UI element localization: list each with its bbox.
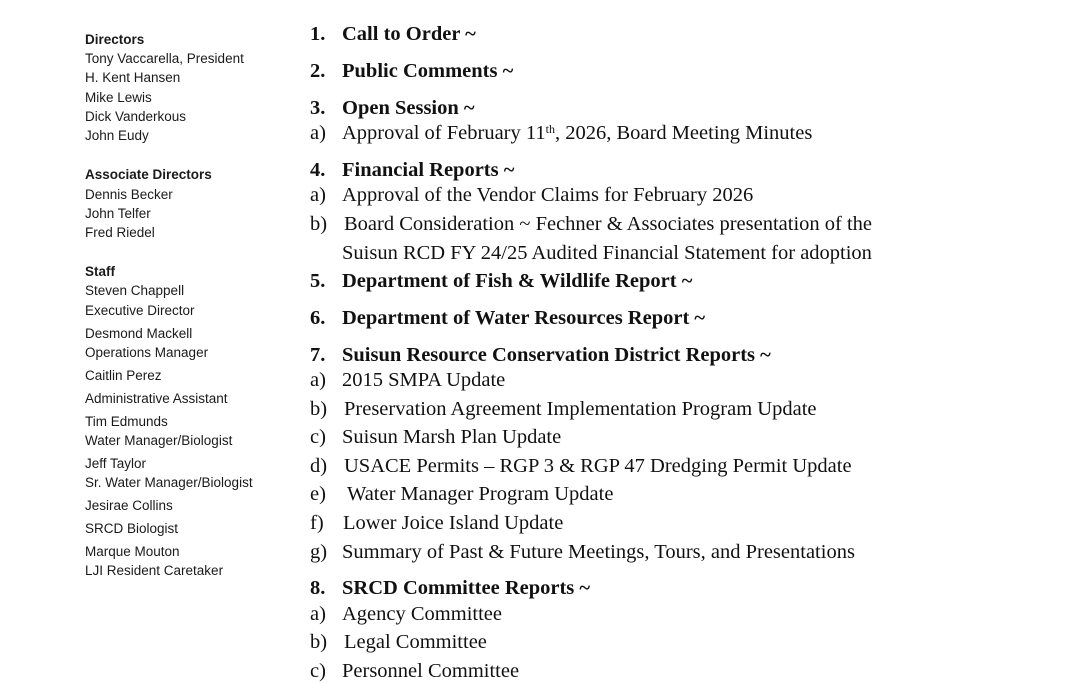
associate-directors-heading: Associate Directors [85,167,212,182]
subitem-text-line2: Suisun RCD FY 24/25 Audited Financial Statement for adoption [342,242,872,264]
staff-name: Tim Edmunds [85,414,168,429]
subitem-letter: b) [310,398,328,420]
subitem-text: Lower Joice Island Update [343,512,564,534]
subitem-text-pre: Approval of February 11 [342,122,546,144]
agenda-item-number: 4. [310,159,326,181]
associate-director-name: Dennis Becker [85,187,173,202]
agenda-item-number: 5. [310,270,326,292]
agenda-item-number: 6. [310,307,326,329]
directors-heading: Directors [85,32,145,47]
subitem-text: Water Manager Program Update [347,483,614,505]
agenda-item-title: Public Comments ~ [342,60,514,82]
agenda-item-title: Department of Water Resources Report ~ [342,307,706,329]
agenda-item-title: SRCD Committee Reports ~ [342,577,591,599]
subitem-superscript: th [545,122,555,136]
director-name: Mike Lewis [85,90,152,105]
agenda-item-title: Call to Order ~ [342,23,476,45]
agenda-item-title: Financial Reports ~ [342,159,515,181]
agenda-item-number: 7. [310,344,326,366]
subitem-letter: g) [310,541,328,563]
staff-title: Operations Manager [85,345,209,360]
agenda-item-title: Open Session ~ [342,97,475,119]
agenda-item-number: 1. [310,23,326,45]
subitem-letter: f) [310,512,324,534]
subitem-letter: a) [310,122,326,144]
agenda-item-number: 2. [310,60,326,82]
staff-title: Executive Director [85,303,195,318]
subitem-letter: c) [310,660,326,682]
subitem-letter: b) [310,213,328,235]
director-name: Tony Vaccarella, President [85,51,244,66]
subitem-letter: b) [310,631,328,653]
associate-director-name: Fred Riedel [85,225,155,240]
subitem-letter: a) [310,184,326,206]
subitem-letter: c) [310,426,326,448]
subitem-text: Preservation Agreement Implementation Program Update [344,398,817,420]
staff-name: Desmond Mackell [85,326,193,341]
subitem-text: 2015 SMPA Update [342,369,506,391]
staff-name: Jesirae Collins [85,498,173,513]
subitem-text: USACE Permits – RGP 3 & RGP 47 Dredging Permit Update [344,455,852,477]
staff-title: Water Manager/Biologist [85,433,233,448]
agenda-item-title: Department of Fish & Wildlife Report ~ [342,270,693,292]
subitem-text: Board Consideration ~ Fechner & Associates presentation of the [344,213,873,235]
subitem-letter: e) [310,483,326,505]
staff-title: Administrative Assistant [85,391,228,406]
staff-title: SRCD Biologist [85,521,179,536]
staff-title: Sr. Water Manager/Biologist [85,475,253,490]
subitem-text [342,121,812,145]
subitem-text: Approval of the Vendor Claims for February 2026 [342,184,754,206]
subitem-letter: a) [310,603,326,625]
agenda-item-number: 3. [310,97,326,119]
staff-name: Steven Chappell [85,283,185,298]
staff-name: Caitlin Perez [85,368,162,383]
subitem-text: Personnel Committee [342,660,520,682]
director-name: Dick Vanderkous [85,109,187,124]
staff-title: LJI Resident Caretaker [85,563,224,578]
subitem-text: Legal Committee [344,631,487,653]
subitem-text: Agency Committee [342,603,502,625]
staff-name: Jeff Taylor [85,456,147,471]
staff-heading: Staff [85,264,115,279]
staff-name: Marque Mouton [85,544,180,559]
director-name: John Eudy [85,128,149,143]
subitem-text: Suisun Marsh Plan Update [342,426,562,448]
agenda-item-number: 8. [310,577,326,599]
subitem-text: Summary of Past & Future Meetings, Tours, and Presentations [342,541,855,563]
associate-director-name: John Telfer [85,206,151,221]
director-name: H. Kent Hansen [85,70,181,85]
subitem-text-post: , 2026, Board Meeting Minutes [554,122,813,144]
agenda-item-title: Suisun Resource Conservation District Reports ~ [342,344,771,366]
subitem-letter: a) [310,369,326,391]
subitem-letter: d) [310,455,328,477]
